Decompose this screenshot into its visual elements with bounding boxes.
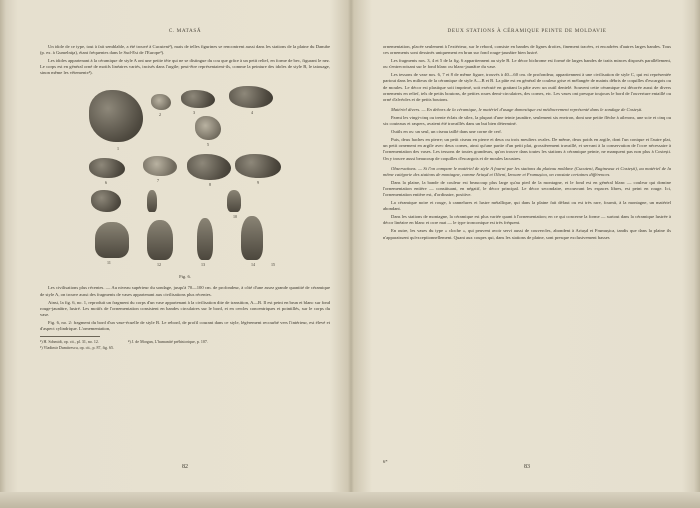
footnote: ⁴) J. de Morgan, L'humanité préhistorique, p. 107. [128,339,208,345]
idol-figurine-12 [227,190,241,212]
pottery-shard-1 [89,90,143,142]
right-paragraph: Dans la plaine, la bande de couleur est beaucoup plus large qu'au pied de la montagne, et le fond est en général blanc — couleur qui domine l'ornementation entière — constituant, en négatif, le décor principal. Le décor secondaire, recouvrant les espaces libres, est peint en rouge. Ici, l'ornementation entière est, d'ordinaire, positive. [383,179,671,197]
right-page [383,28,671,470]
footnote: ²) H. Schmidt, op. cit., pl. 31, no. 12. [40,339,99,345]
figure-plate [85,82,285,272]
pottery-shard-3 [181,90,215,108]
figure-number: 10 [233,214,237,220]
figure-number: 7 [157,178,159,184]
left-page [40,28,330,470]
right-paragraph: Dans les stations de montagne, la céramique est plus variée quant à l'ornementation; en ce qui concerne la forme — surtout dans la céramique lustrée à décor linéaire en blanc et ocre mat — le type tronconique est très fréquent. [383,214,671,226]
right-paragraph: Les fragments nos. 3, 4 et 5 de la fig. 6 appartiennent au style B. Le décor bichrome est formé de larges bandes de traits minces disposés parallèlement, ou s'entrecroisant sur le fond blanc ou blanc-jaunâtre du vase. [383,58,671,70]
right-paragraph: Outils en os: un seul, un ciseau taillé dans une corne de cerf. [391,129,502,135]
right-paragraph: Observations. — Si l'on compare le matériel de style A fourni par les stations du plateau moldave (Cucuteni, Rugineasa et Costești), au matériel de la même catégorie des stations de montagne, comme Ariușd et Olteni, Izvoare et Frumușica, on constate certaines différences. [383,165,671,177]
pottery-shard-8 [187,154,231,180]
figure-number: 5 [207,142,209,148]
pottery-shard-10 [91,190,121,212]
figure-number: 15 [271,262,275,268]
left-paragraph: Les idoles appartenant à la céramique de style A ont une petite tête qui ne se distingue du cou que grâce à un petit relief, en forme de bec, figurant le nez. Le corps est en général orné de motifs linéaires variés, incisés dans l'argile; peut-être représentaient-ils, comme la peinture des idoles de style B, le tatouage, sinon même les vêtements⁴). [40,58,330,76]
left-paragraph: Fig. 6, no. 2: fragment du bord d'un vase-écuelle de style B. Le rebord, de profil courant dans ce style, légèrement recourbé vers l'intérieur, est élevé et d'aspect cylindrique. L'ornementation, [40,319,330,332]
footnote-rule [40,336,100,337]
left-running-head: C. MATASĂ [168,28,202,34]
pottery-shard-9 [235,154,281,178]
figure-number: 8 [209,182,211,188]
figure-number: 13 [201,262,205,268]
figure-number: 11 [107,260,111,266]
right-page-number: 83 [524,464,530,470]
right-running-head: DEUX STATIONS À CÉRAMIQUE PEINTE DE MOLDAVIE [447,28,607,34]
right-paragraph: La céramique noire et rouge, à cannelures et lustre métallique, qui dans la plaine fait défaut ou est très rare, fournit, à la montagne, un matériel abondant. [383,200,671,212]
figure-number: 3 [193,110,195,116]
idol-figurine-14 [147,220,173,260]
idol-figurine-16 [241,216,263,260]
pottery-shard-5 [195,116,221,140]
right-paragraph: Les tessons de vase nos. 6, 7 et 8 de même figure, trouvés à 40—60 cm. de profondeur, appartiennent à une civilisation de style C, qui est représentée partout dans les milieux de la céramique de style A—B et B. La pâte est en général de couleur grise et mélangée de maints débris de coquilles d'escargots ou de moules. Le décor est plastique soit imprimé, soit exécuté en grattant la pâte avec un outil dentelé. Souvent cette céramique est décorée aussi de divers ornements en relief, tels de petits boutons, de petites roues demi-circulaires, des cornes, etc. Les vases ont presque toujours le bord de l'ouverture entaillé ou orné d'alvéoles et de petits boutons. [383,72,671,102]
figure-number: 12 [157,262,161,268]
idol-figurine-13 [95,222,129,258]
right-paragraph: En outre, les vases du type « cloche », qui peuvent avoir servi aussi de couvercles, abondent à Ariușd et Frumușica, tandis que dans la plaine ils n'apparaissent qu'exceptionnellement. Quant aux coupes qui, dans les stations de plaine, sont presque exclusivement basses [383,228,671,240]
figure-number: 9 [257,180,259,186]
figure-caption: Fig. 6. [179,274,191,280]
idol-figurine-15 [197,218,213,260]
right-paragraph: Matériel divers. — En dehors de la céramique, le matériel d'usage domestique est médiocrement représenté dans le sondage de Costești. [391,106,643,112]
pottery-shard-6 [89,158,125,178]
signature-mark: 6* [383,459,388,464]
pottery-shard-7 [143,156,177,176]
idol-figurine-11 [147,190,157,212]
figure-number: 2 [159,112,161,118]
pottery-shard-2 [151,94,171,110]
page-edge [0,492,700,508]
figure-number: 14 [251,262,255,268]
figure-number: 4 [251,110,253,116]
figure-number: 6 [105,180,107,186]
left-paragraph: Ainsi, la fig. 6, no. 1, reproduit un fragment du corps d'un vase appartenant à la civilisation dite de transition, A—B. Il est peint en brun et blanc sur fond rouge-jaunâtre, lustré. Les motifs de l'ornementation consistent en bandes circulaires sur le bord, et en cercles concentriques et pointillés, sur le corps du vase. [40,299,330,317]
footnote: ³) Vladimir Dumitrescu, op. cit., p. 87, fig. 65. [40,344,115,350]
right-paragraph: Puis, deux haches en pierre; un petit ciseau en pierre et deux ou trois meuliers ovales. De même, deux poids en argile, dont l'un conique et l'autre plat, un petit ornement en argile avec deux cornes, ainsi qu'une partie d'un petit plat, grossièrement travaillé, et servant à la conservation de l'ocre nécessaire à l'ornementation des vases. Les tessons de toutes grandeurs, qu'on trouve dans toutes les stations à céramique peinte, ne manquent pas non plus à Costești. On y trouve aussi beaucoup de coquilles d'escargots et de moules lacustres. [383,137,671,161]
pottery-shard-4 [229,86,273,108]
left-page-number: 82 [182,464,188,470]
left-paragraph: Les civilisations plus récentes. — Au niveau supérieur du sondage, jusqu'à 70—100 cm. de profondeur, à côté d'une assez grande quantité de céramique de style A, on trouve aussi des fragments de vases appartenant aux civilisations plus récentes. [40,285,330,297]
right-paragraph: Parmi les vingt-cinq ou trente éclats de silex, la plupart d'une teinte jaunâtre, seulement six environ, dont une petite flèche à ailerons, une scie et cinq ou six couteaux et raspers, avaient été travaillés dans un but bien déterminé. [383,114,671,127]
left-paragraph: Un idole de ce type, tout à fait semblable, a été trouvé à Cucuteni²), mais de telles figurines se rencontrent aussi dans les stations de la plaine du Danube (p. ex. à Gumelniţa), étant fréquentes dans le Sud-Est de l'Europe³). [40,44,330,56]
right-paragraph: ornementation, placée seulement à l'extérieur, sur le rebord, consiste en bandes de lignes droites, finement tracées, et encadrées d'autres larges bandes. Tous ces ornements sont dessinés uniquement en brun sur fond rouge-jaunâtre bien lustré. [383,44,671,56]
figure-number: 1 [117,146,119,152]
footnotes [40,339,330,350]
